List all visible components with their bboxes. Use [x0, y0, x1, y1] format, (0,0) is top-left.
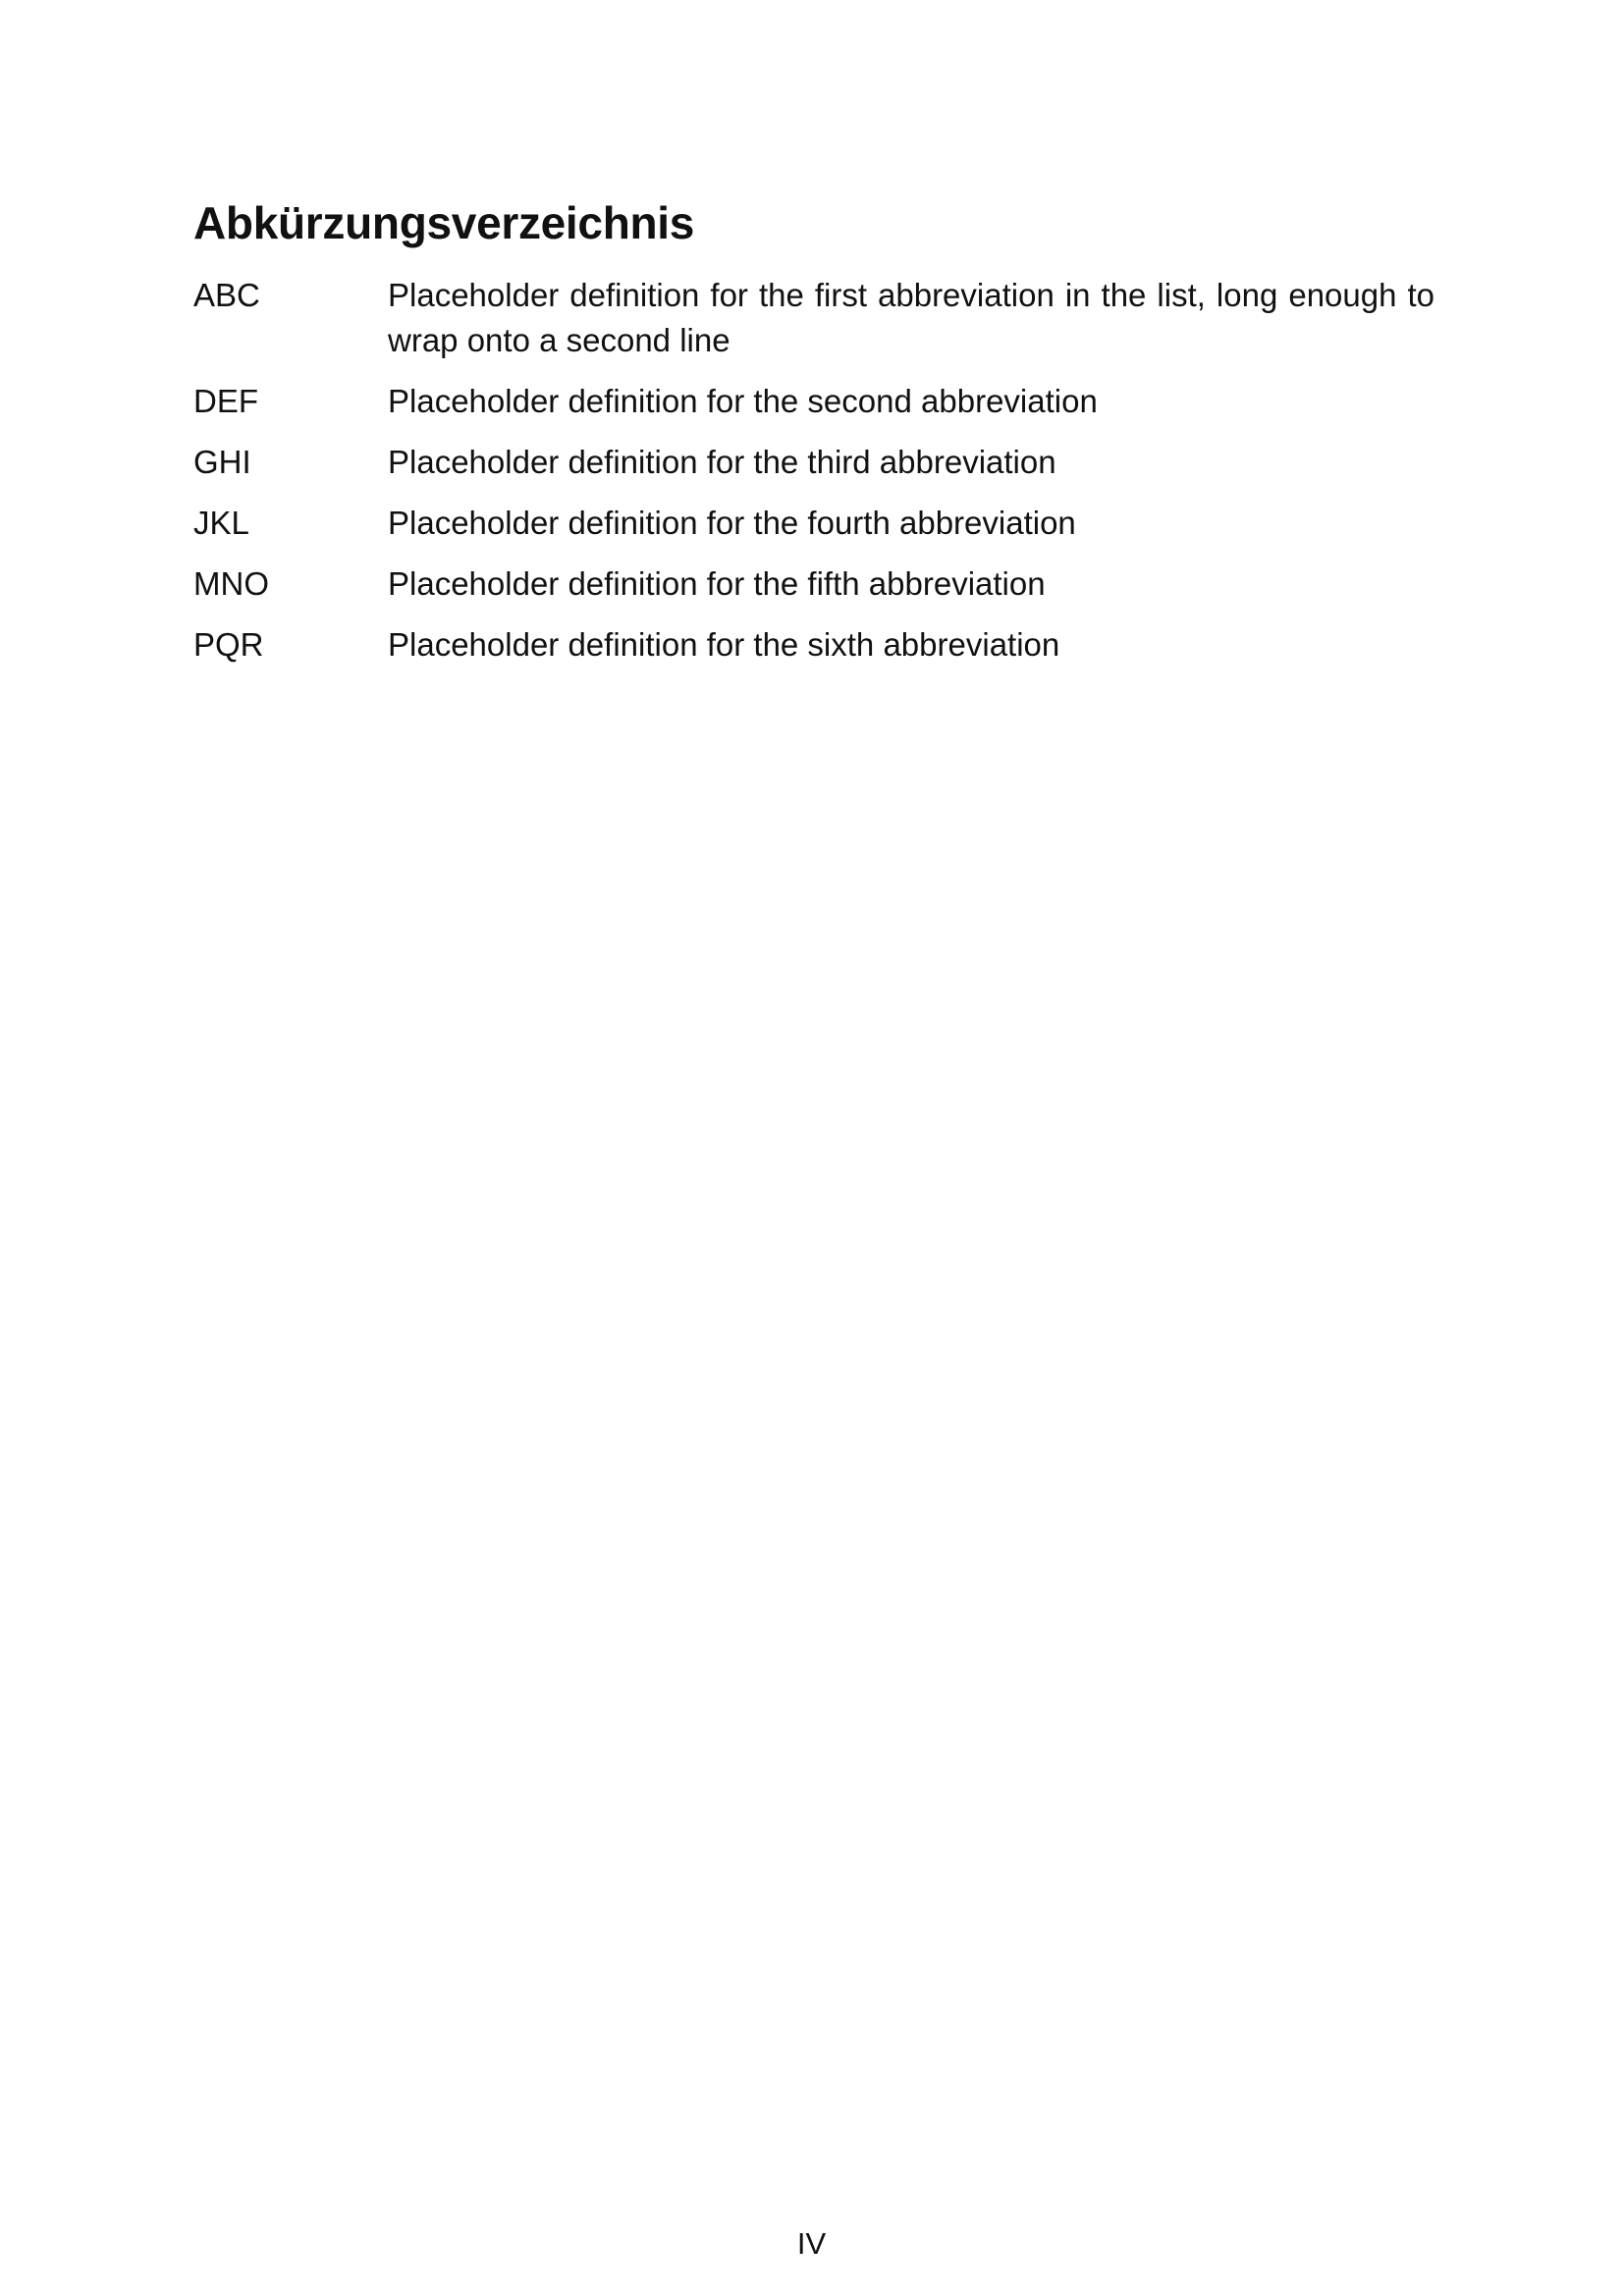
- abbreviation-term: DEF: [193, 383, 258, 419]
- abbreviation-row: [193, 273, 1434, 363]
- abbreviation-term: JKL: [193, 505, 249, 541]
- abbreviation-definition: Placeholder definition for the fifth abbreviation: [388, 565, 1046, 602]
- abbreviation-definition: Placeholder definition for the second abbreviation: [388, 383, 1098, 419]
- page-title: Abkürzungsverzeichnis: [193, 197, 695, 248]
- abbreviation-term: PQR: [193, 626, 264, 663]
- abbreviation-term: MNO: [193, 565, 269, 602]
- abbreviation-definition: Placeholder definition for the sixth abbreviation: [388, 626, 1060, 663]
- page-number: IV: [796, 2226, 827, 2261]
- abbreviation-row: [193, 501, 1434, 546]
- abbreviation-definition: Placeholder definition for the first abbreviation in the list, long enough to wrap onto a second line: [388, 277, 1434, 358]
- abbreviation-definition: Placeholder definition for the third abbreviation: [388, 444, 1056, 480]
- abbreviation-row: [193, 379, 1434, 424]
- abbreviation-list: [193, 273, 1434, 683]
- abbreviation-row: [193, 622, 1434, 667]
- abbreviation-row: [193, 440, 1434, 485]
- abbreviation-term: ABC: [193, 277, 260, 313]
- abbreviation-definition: Placeholder definition for the fourth abbreviation: [388, 505, 1076, 541]
- abbreviation-term: GHI: [193, 444, 251, 480]
- abbreviation-row: [193, 561, 1434, 607]
